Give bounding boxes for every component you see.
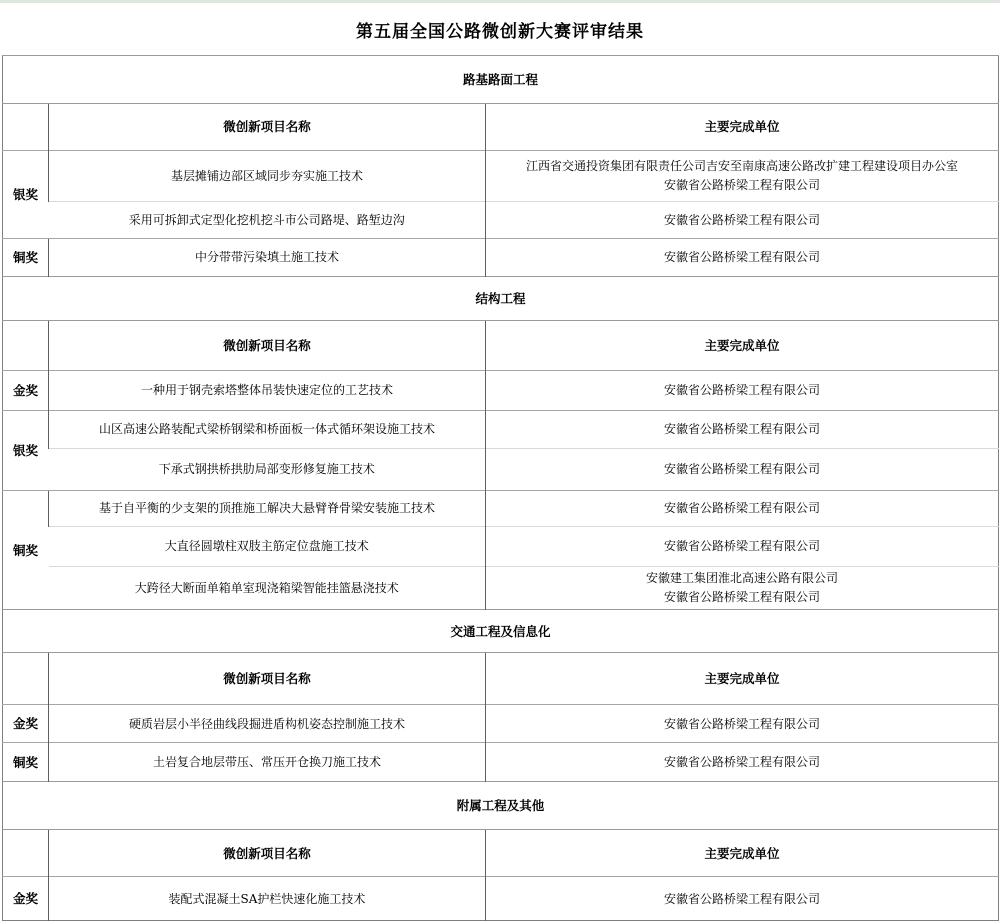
project-cell: 基层摊铺边部区域同步夯实施工技术 xyxy=(49,151,486,202)
column-header-project: 微创新项目名称 xyxy=(49,830,486,877)
project-cell: 大跨径大断面单箱单室现浇箱梁智能挂篮悬浇技术 xyxy=(49,567,486,610)
unit-cell: 安徽省公路桥梁工程有限公司 xyxy=(486,877,999,921)
table-row xyxy=(3,151,999,202)
award-cell: 银奖 xyxy=(3,151,49,239)
column-header-row xyxy=(3,653,999,705)
column-header-project: 微创新项目名称 xyxy=(49,321,486,371)
results-table xyxy=(2,55,999,921)
column-header-unit: 主要完成单位 xyxy=(486,321,999,371)
table-row xyxy=(3,527,999,567)
column-header-unit: 主要完成单位 xyxy=(486,653,999,705)
title-bar xyxy=(0,3,1000,55)
unit-line: 江西省交通投资集团有限责任公司吉安至南康高速公路改扩建工程建设项目办公室 xyxy=(525,158,958,173)
award-cell: 银奖 xyxy=(3,411,49,491)
page-title: 第五届全国公路微创新大赛评审结果 xyxy=(356,21,644,42)
column-header-project: 微创新项目名称 xyxy=(49,653,486,705)
section-row xyxy=(3,782,999,830)
project-cell: 中分带带污染填土施工技术 xyxy=(49,239,486,277)
unit-cell: 安徽省公路桥梁工程有限公司 xyxy=(486,239,999,277)
project-cell: 下承式钢拱桥拱肋局部变形修复施工技术 xyxy=(49,449,486,491)
project-cell: 土岩复合地层带压、常压开仓换刀施工技术 xyxy=(49,743,486,782)
unit-cell: 安徽省公路桥梁工程有限公司 xyxy=(486,371,999,411)
unit-line: 安徽省公路桥梁工程有限公司 xyxy=(663,590,820,605)
unit-cell xyxy=(486,151,999,202)
unit-cell: 安徽省公路桥梁工程有限公司 xyxy=(486,527,999,567)
table-row xyxy=(3,705,999,743)
table-row xyxy=(3,371,999,411)
section-title: 结构工程 xyxy=(3,277,999,321)
column-header-project: 微创新项目名称 xyxy=(49,104,486,151)
project-cell: 一种用于钢壳索塔整体吊装快速定位的工艺技术 xyxy=(49,371,486,411)
project-cell: 硬质岩层小半径曲线段掘进盾构机姿态控制施工技术 xyxy=(49,705,486,743)
project-cell: 大直径圆墩柱双肢主筋定位盘施工技术 xyxy=(49,527,486,567)
unit-cell xyxy=(486,567,999,610)
table-row xyxy=(3,567,999,610)
unit-cell: 安徽省公路桥梁工程有限公司 xyxy=(486,202,999,239)
unit-cell: 安徽省公路桥梁工程有限公司 xyxy=(486,411,999,449)
table-row xyxy=(3,449,999,491)
unit-line: 安徽省公路桥梁工程有限公司 xyxy=(663,178,820,192)
table-row xyxy=(3,239,999,277)
column-header-row xyxy=(3,830,999,877)
unit-cell: 安徽省公路桥梁工程有限公司 xyxy=(486,705,999,743)
award-cell: 铜奖 xyxy=(3,239,49,277)
unit-line: 安徽建工集团淮北高速公路有限公司 xyxy=(645,571,838,585)
table-row xyxy=(3,202,999,239)
section-row xyxy=(3,277,999,321)
award-cell: 铜奖 xyxy=(3,743,49,782)
column-header-row xyxy=(3,321,999,371)
table-row xyxy=(3,411,999,449)
project-cell: 山区高速公路装配式梁桥钢梁和桥面板一体式循环架设施工技术 xyxy=(49,411,486,449)
section-title: 路基路面工程 xyxy=(3,56,999,104)
unit-cell: 安徽省公路桥梁工程有限公司 xyxy=(486,491,999,527)
project-cell: 采用可拆卸式定型化挖机挖斗市公司路堤、路堑边沟 xyxy=(49,202,486,239)
award-cell: 金奖 xyxy=(3,705,49,743)
header-award-cell xyxy=(3,321,49,371)
section-row xyxy=(3,610,999,653)
section-row xyxy=(3,56,999,104)
header-award-cell xyxy=(3,104,49,151)
table-row xyxy=(3,877,999,921)
award-cell: 金奖 xyxy=(3,371,49,411)
unit-cell: 安徽省公路桥梁工程有限公司 xyxy=(486,449,999,491)
section-title: 附属工程及其他 xyxy=(3,782,999,830)
award-cell: 铜奖 xyxy=(3,491,49,610)
unit-cell: 安徽省公路桥梁工程有限公司 xyxy=(486,743,999,782)
column-header-unit: 主要完成单位 xyxy=(486,830,999,877)
project-cell: 基于自平衡的少支架的顶推施工解决大悬臂脊骨梁安装施工技术 xyxy=(49,491,486,527)
section-title: 交通工程及信息化 xyxy=(3,610,999,653)
table-row xyxy=(3,743,999,782)
column-header-row xyxy=(3,104,999,151)
table-row xyxy=(3,491,999,527)
column-header-unit: 主要完成单位 xyxy=(486,104,999,151)
project-cell: 装配式混凝土SA护栏快速化施工技术 xyxy=(49,877,486,921)
award-cell: 金奖 xyxy=(3,877,49,921)
header-award-cell xyxy=(3,653,49,705)
header-award-cell xyxy=(3,830,49,877)
